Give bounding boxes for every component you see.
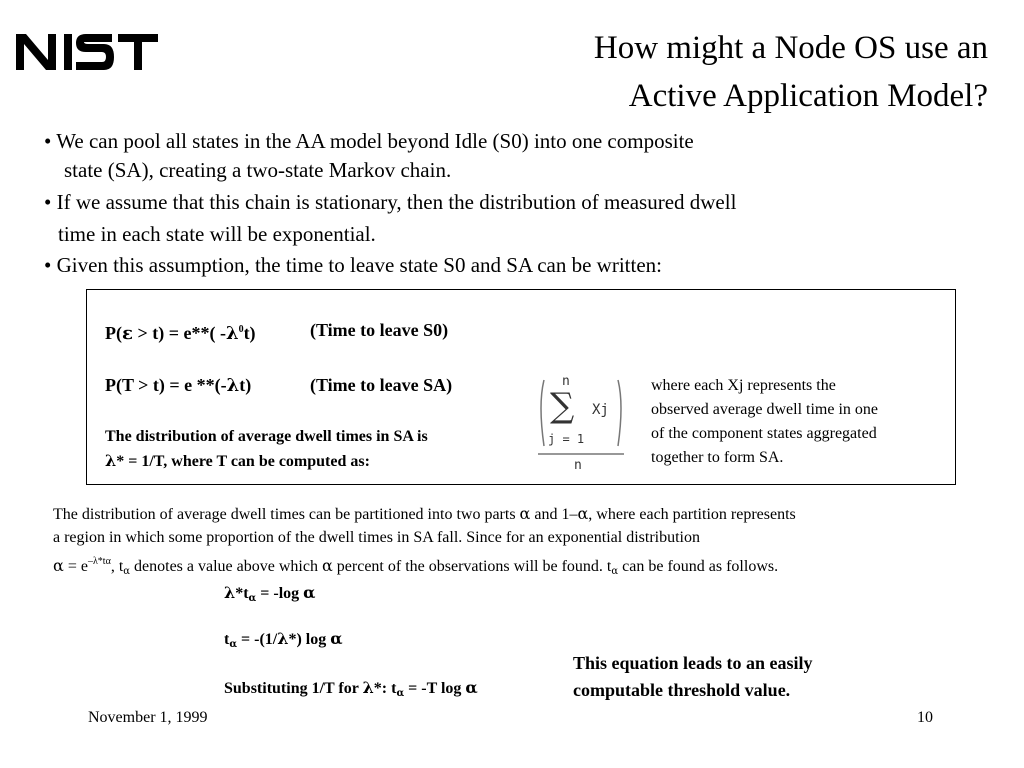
bullet-2-text: If we assume that this chain is stationary, then the distribution of measured dwell bbox=[56, 190, 737, 214]
footer-date: November 1, 1999 bbox=[88, 709, 208, 726]
distribution-text-line-1: The distribution of average dwell times in SA is bbox=[105, 428, 428, 445]
distribution-text-line-2: λ* = 1/T, where T can be computed as: bbox=[105, 451, 370, 470]
sum-upper-limit: n bbox=[562, 374, 570, 389]
slide-number: 10 bbox=[917, 709, 933, 726]
bullet-2-continuation: time in each state will be exponential. bbox=[58, 222, 376, 246]
sigma-symbol: ∑ bbox=[550, 386, 575, 426]
bullet-marker: • bbox=[44, 190, 52, 214]
partition-paragraph-line-3: $\alpha = e^{-\lambda*t\alpha}$, $t_\alpha$ denotes a value above which α percent of the observations will be found. $t_\alpha$ can be found as follows. bbox=[53, 556, 779, 577]
partition-paragraph-line-2: a region in which some proportion of the dwell times in SA fall. Since for an exponential distribution bbox=[53, 529, 700, 546]
derivation-step-2: $t_\alpha = -(1/\lambda*)$ log α bbox=[224, 629, 343, 650]
bullet-1 bbox=[44, 128, 694, 154]
equation-leave-s0: P(ε > t) = e**( $-\lambda^0t$) bbox=[105, 323, 256, 344]
conclusion-line-1: This equation leads to an easily bbox=[573, 653, 813, 673]
bullet-3-text: Given this assumption, the time to leave state S0 and SA can be written: bbox=[56, 253, 662, 277]
slide-title-line-1: How might a Node OS use an bbox=[593, 30, 988, 66]
derivation-step-3: Substituting 1/T for λ*: $t_\alpha = -T$ log α bbox=[224, 678, 478, 699]
formula-note-line: observed average dwell time in one bbox=[651, 401, 879, 418]
conclusion-line-2: computable threshold value. bbox=[573, 680, 791, 700]
equation-leave-sa: P(T > t) = e **(-λt) bbox=[105, 375, 252, 396]
equation-leave-sa-label: (Time to leave SA) bbox=[310, 375, 453, 395]
mean-formula bbox=[536, 374, 626, 478]
formula-note-line: where each Xj represents the bbox=[651, 377, 836, 394]
nist-logo-graphic bbox=[14, 30, 160, 72]
slide-title-line-2: Active Application Model? bbox=[628, 78, 988, 114]
equation-leave-s0-label: (Time to leave S0) bbox=[310, 320, 449, 340]
formula-note-line: together to form SA. bbox=[651, 449, 784, 466]
nist-logo bbox=[14, 30, 160, 72]
bullet-marker: • bbox=[44, 129, 52, 153]
bullet-marker: • bbox=[44, 253, 52, 277]
sum-term: Xj bbox=[592, 402, 609, 418]
bullet-3 bbox=[44, 252, 662, 278]
formula-note-line: of the component states aggregated bbox=[651, 425, 877, 442]
bullet-2 bbox=[44, 189, 736, 215]
partition-paragraph-line-1: The distribution of average dwell times can be partitioned into two parts α and 1–α, where each partition represents bbox=[53, 504, 796, 523]
conclusion-text bbox=[573, 650, 813, 704]
formula-denominator: n bbox=[574, 458, 582, 473]
formula-note bbox=[651, 374, 878, 470]
bullet-1-text: We can pool all states in the AA model beyond Idle (S0) into one composite bbox=[56, 129, 694, 153]
derivation-step-1: $\lambda*t_\alpha = -\log$ α bbox=[224, 583, 316, 604]
sum-lower-limit: j = 1 bbox=[548, 432, 585, 446]
bullet-1-continuation: state (SA), creating a two-state Markov chain. bbox=[64, 158, 452, 182]
